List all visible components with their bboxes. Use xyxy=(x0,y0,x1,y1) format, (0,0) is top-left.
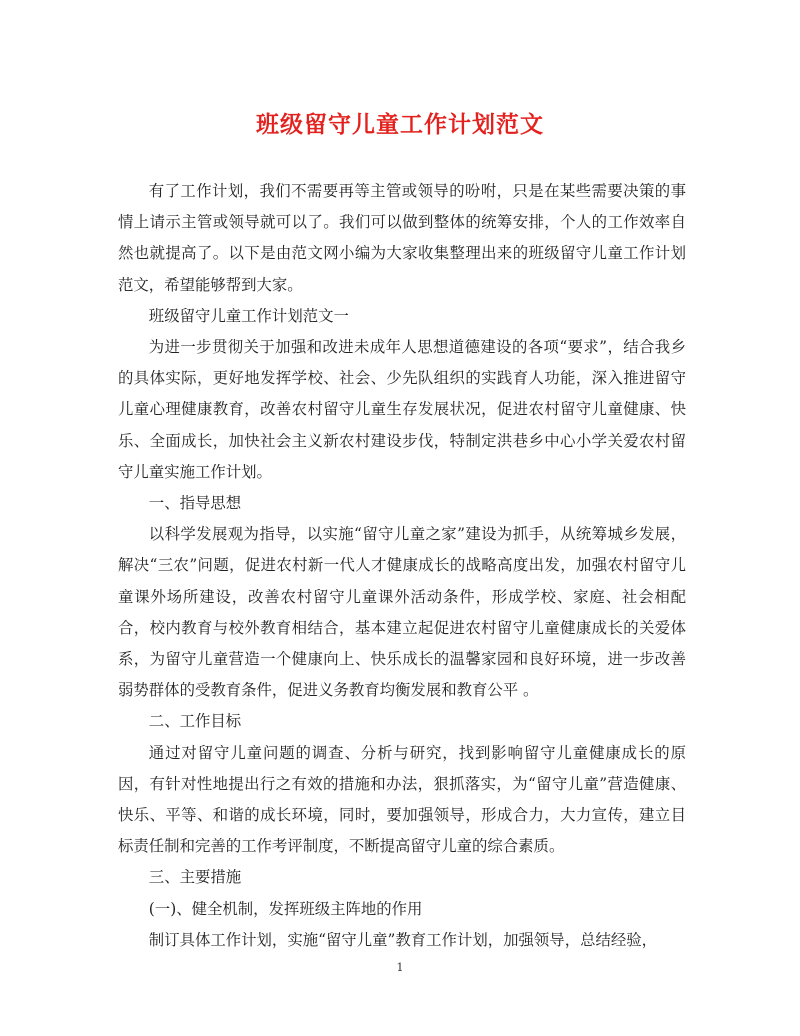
intro-paragraph: 有了工作计划，我们不需要再等主管或领导的吩咐，只是在某些需要决策的事情上请示主管或领导就可以了。我们可以做到整体的统筹安排，个人的工作效率自然也就提高了。以下是由范文网小编为大家收集整理出来的班级留守儿童工作计划范文，希望能够帮到大家。 xyxy=(118,182,686,294)
section-heading-guiding-thought: 一、指导思想 xyxy=(148,494,242,513)
section-heading-main-measures: 三、主要措施 xyxy=(148,868,242,887)
subsection-heading-mechanism: (一)、健全机制，发挥班级主阵地的作用 xyxy=(148,899,423,918)
mechanism-paragraph: 制订具体工作计划，实施“留守儿童”教育工作计划，加强领导，总结经验， xyxy=(148,930,658,949)
section-heading-plan-one: 班级留守儿童工作计划范文一 xyxy=(148,306,349,325)
document-body xyxy=(118,176,686,956)
plan-paragraph: 为进一步贯彻关于加强和改进未成年人思想道德建设的各项“要求”，结合我乡的具体实际，更好地发挥学校、社会、少先队组织的实践育人功能，深入推进留守儿童心理健康教育，改善农村留守儿童生存发展状况，促进农村留守儿童健康、快乐、全面成长，加快社会主义新农村建设步伐，特制定洪巷乡中心小学关爱农村留守儿童实施工作计划。 xyxy=(118,338,686,481)
work-goals-paragraph: 通过对留守儿童问题的调查、分析与研究，找到影响留守儿童健康成长的原因，有针对性地提出行之有效的措施和办法，狠抓落实，为“留守儿童”营造健康、快乐、平等、和谐的成长环境，同时，要加强领导，形成合力，大力宣传，建立目标责任制和完善的工作考评制度，不断提高留守儿童的综合素质。 xyxy=(118,743,686,856)
section-heading-work-goals: 二、工作目标 xyxy=(148,712,242,731)
document-title: 班级留守儿童工作计划范文 xyxy=(256,112,544,138)
page-number: 1 xyxy=(396,961,404,974)
guiding-thought-paragraph: 以科学发展观为指导，以实施“留守儿童之家”建设为抓手，从统筹城乡发展，解决“三农”问题，促进农村新一代人才健康成长的战略高度出发，加强农村留守儿童课外场所建设，改善农村留守儿童课外活动条件，形成学校、家庭、社会相配合，校内教育与校外教育相结合，基本建立起促进农村留守儿童健康成长的关爱体系，为留守儿童营造一个健康向上、快乐成长的温馨家园和良好环境，进一步改善弱势群体的受教育条件，促进义务教育均衡发展和教育公平 。 xyxy=(118,525,686,700)
